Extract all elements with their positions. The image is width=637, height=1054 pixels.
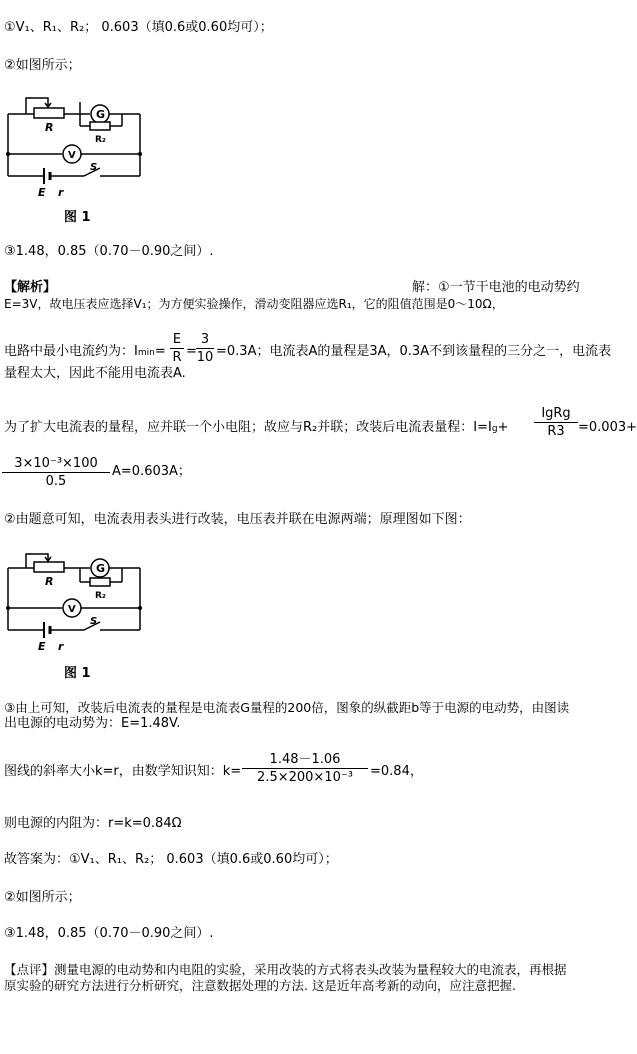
figure-caption-1: 图 1 [64, 210, 91, 225]
comment-line1: 【点评】测量电源的电动势和内电阻的实验，采用改装的方式将表头改装为量程较大的电流表，再根据 [4, 962, 567, 977]
fraction-E-over-R: E R [170, 332, 184, 365]
label-R2: R₂ [95, 135, 106, 145]
analysis-heading: 【解析】 [4, 280, 57, 295]
analysis-p4: ②由题意可知，电流表用表头进行改装，电压表并联在电源两端；原理图如下图： [4, 512, 471, 527]
label-V: V [68, 604, 76, 615]
analysis-p10: ③1.48，0.85（0.70－0.90之间）. [4, 926, 214, 941]
analysis-p9: ②如图所示； [4, 890, 81, 905]
answer-line-3: ③1.48，0.85（0.70－0.90之间）. [4, 244, 214, 259]
analysis-p5-line1: ③由上可知，改装后电流表的量程是电流表G量程的200倍，图象的纵截距b等于电源的电动势，由图读 [4, 700, 570, 715]
circuit-diagram-1 [0, 92, 160, 202]
label-E: E [38, 640, 46, 653]
label-G: G [96, 562, 106, 575]
fraction-IgRg-over-R3: IgRg R3 [534, 406, 578, 439]
eq-sign: = [186, 344, 197, 359]
comment-line2: 原实验的研究方法进行分析研究，注意数据处理的方法. 这是近年高考新的动向，应注意把握. [4, 978, 516, 993]
fraction-calc: 3×10⁻³×100 0.5 [2, 456, 110, 489]
analysis-p3-pre: 为了扩大电流表的量程，应并联一个小电阻；故应与R₂并联；改装后电流表量程：I=Ig+ [4, 420, 509, 435]
label-E: E [38, 186, 46, 199]
answer-line-1: ①V₁、R₁、R₂； 0.603（填0.6或0.60均可）； [4, 20, 273, 35]
analysis-p3b-post: A=0.603A； [112, 464, 191, 479]
analysis-p2-line2: 量程太大，因此不能用电流表A. [4, 366, 186, 381]
label-S: S [90, 616, 98, 627]
analysis-p6-post: =0.84， [370, 764, 423, 779]
analysis-p1: E=3V，故电压表应选择V₁；为方便实验操作，滑动变阻器应选R₁，它的阻值范围是0～10Ω， [4, 297, 504, 311]
analysis-p2-pre: 电路中最小电流约为：Imin= [4, 344, 166, 359]
analysis-p6-pre: 图线的斜率大小k=r，由数学知识知：k= [4, 764, 242, 779]
analysis-p7: 则电源的内阻为：r=k=0.84Ω [4, 816, 182, 831]
answer-line-2: ②如图所示； [4, 58, 81, 73]
label-r: r [58, 640, 64, 653]
circuit-diagram-2 [0, 548, 160, 658]
label-V: V [68, 150, 76, 161]
figure-caption-2: 图 1 [64, 666, 91, 681]
label-G: G [96, 108, 106, 121]
fraction-3-over-10: 3 10 [196, 332, 214, 365]
fraction-slope: 1.48－1.06 2.5×200×10⁻³ [242, 752, 368, 785]
label-R: R [45, 575, 54, 588]
label-R2: R₂ [95, 591, 106, 601]
analysis-intro: 解：①一节干电池的电动势约 [412, 280, 580, 295]
label-R: R [45, 121, 54, 134]
analysis-p3-post: =0.003+ [578, 420, 637, 435]
analysis-p5-line2: 出电源的电动势为：E=1.48V. [4, 716, 181, 731]
analysis-p2-post: =0.3A；电流表A的量程是3A，0.3A不到该量程的三分之一，电流表 [216, 344, 612, 359]
label-S: S [90, 162, 98, 173]
analysis-p8: 故答案为：①V₁、R₁、R₂； 0.603（填0.6或0.60均可）； [4, 852, 338, 867]
label-r: r [58, 186, 64, 199]
